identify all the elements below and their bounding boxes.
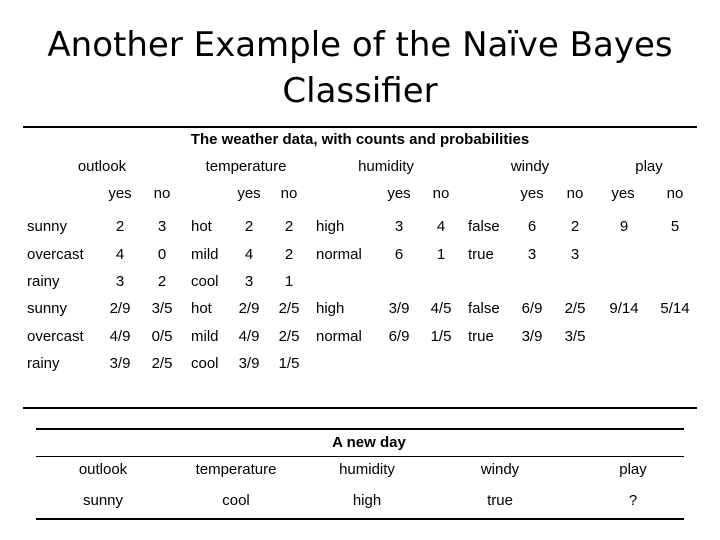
weather-cell: hot [191,300,212,317]
new-day-header-outlook: outlook [78,461,128,478]
weather-cell: cool [191,273,219,290]
new-day-header-windy: windy [480,461,520,478]
weather-table-caption: The weather data, with counts and probabilities [190,131,530,148]
weather-cell: 3/9 [238,355,260,372]
header-play: play [635,158,663,175]
new-day-table-top-rule [36,428,684,430]
weather-cell: 6 [394,246,404,263]
new-day-value: cool [222,492,250,509]
weather-cell: 2 [284,218,294,235]
weather-cell: 4 [244,246,254,263]
subheader-no: no [153,185,171,202]
weather-cell: 1 [436,246,446,263]
title-line-2: Classifier [282,71,438,111]
subheader-yes: yes [237,185,261,202]
weather-cell: 4/9 [109,328,131,345]
weather-cell: 3/9 [388,300,410,317]
new-day-value: ? [628,492,638,509]
weather-cell: 4 [115,246,125,263]
new-day-value: sunny [82,492,124,509]
new-day-header-temperature: temperature [195,461,277,478]
weather-cell: sunny [27,300,68,317]
weather-cell: 2/9 [109,300,131,317]
weather-cell: 3/5 [151,300,173,317]
weather-cell: 2/5 [564,300,586,317]
new-day-header-humidity: humidity [339,461,395,478]
weather-cell: 1/5 [430,328,452,345]
weather-cell: normal [316,246,362,263]
header-temperature: temperature [205,158,287,175]
weather-cell: high [316,300,345,317]
new-day-value: high [352,492,382,509]
header-humidity: humidity [358,158,414,175]
weather-table-bottom-rule [23,407,697,409]
subheader-yes: yes [387,185,411,202]
weather-cell: high [316,218,345,235]
new-day-header-play: play [619,461,647,478]
weather-cell: 3/5 [564,328,586,345]
weather-cell: 5/14 [660,300,690,317]
weather-cell: 9 [619,218,629,235]
weather-cell: 2/5 [278,300,300,317]
weather-cell: 4/5 [430,300,452,317]
weather-cell: false [468,300,500,317]
new-day-value: true [487,492,513,509]
weather-cell: mild [191,246,219,263]
weather-cell: 6 [527,218,537,235]
subheader-yes: yes [108,185,132,202]
weather-cell: 1 [284,273,294,290]
weather-cell: false [468,218,500,235]
weather-cell: rainy [27,273,60,290]
weather-cell: overcast [27,246,84,263]
weather-cell: true [468,328,494,345]
weather-cell: 2/5 [278,328,300,345]
weather-cell: normal [316,328,362,345]
weather-cell: 2/9 [238,300,260,317]
weather-cell: 1/5 [278,355,300,372]
weather-cell: 3 [527,246,537,263]
weather-cell: 3 [115,273,125,290]
weather-cell: 6/9 [521,300,543,317]
weather-table-top-rule [23,126,697,128]
subheader-no: no [432,185,450,202]
weather-cell: 2 [157,273,167,290]
weather-cell: 6/9 [388,328,410,345]
weather-cell: mild [191,328,219,345]
title-line-1: Another Example of the Naïve Bayes [47,25,673,65]
weather-cell: 2 [115,218,125,235]
weather-cell: 4 [436,218,446,235]
weather-cell: 3/9 [109,355,131,372]
weather-cell: 9/14 [609,300,639,317]
weather-cell: 2/5 [151,355,173,372]
weather-cell: 2 [570,218,580,235]
new-day-header-rule [36,456,684,457]
weather-cell: 0 [157,246,167,263]
weather-cell: 3 [157,218,167,235]
weather-cell: hot [191,218,212,235]
subheader-yes: yes [520,185,544,202]
weather-cell: rainy [27,355,60,372]
weather-cell: 3 [244,273,254,290]
weather-cell: cool [191,355,219,372]
subheader-no: no [280,185,298,202]
new-day-caption: A new day [332,434,406,451]
subheader-no: no [566,185,584,202]
weather-cell: 3 [394,218,404,235]
new-day-table-bottom-rule [36,518,684,520]
subheader-yes: yes [611,185,635,202]
weather-cell: 0/5 [151,328,173,345]
header-windy: windy [510,158,550,175]
weather-cell: sunny [27,218,68,235]
header-outlook: outlook [77,158,127,175]
weather-cell: 4/9 [238,328,260,345]
weather-cell: true [468,246,494,263]
weather-cell: 2 [244,218,254,235]
weather-cell: 3/9 [521,328,543,345]
weather-cell: 3 [570,246,580,263]
weather-cell: 2 [284,246,294,263]
weather-cell: 5 [670,218,680,235]
subheader-no: no [666,185,684,202]
slide-title [0,22,720,114]
weather-cell: overcast [27,328,84,345]
